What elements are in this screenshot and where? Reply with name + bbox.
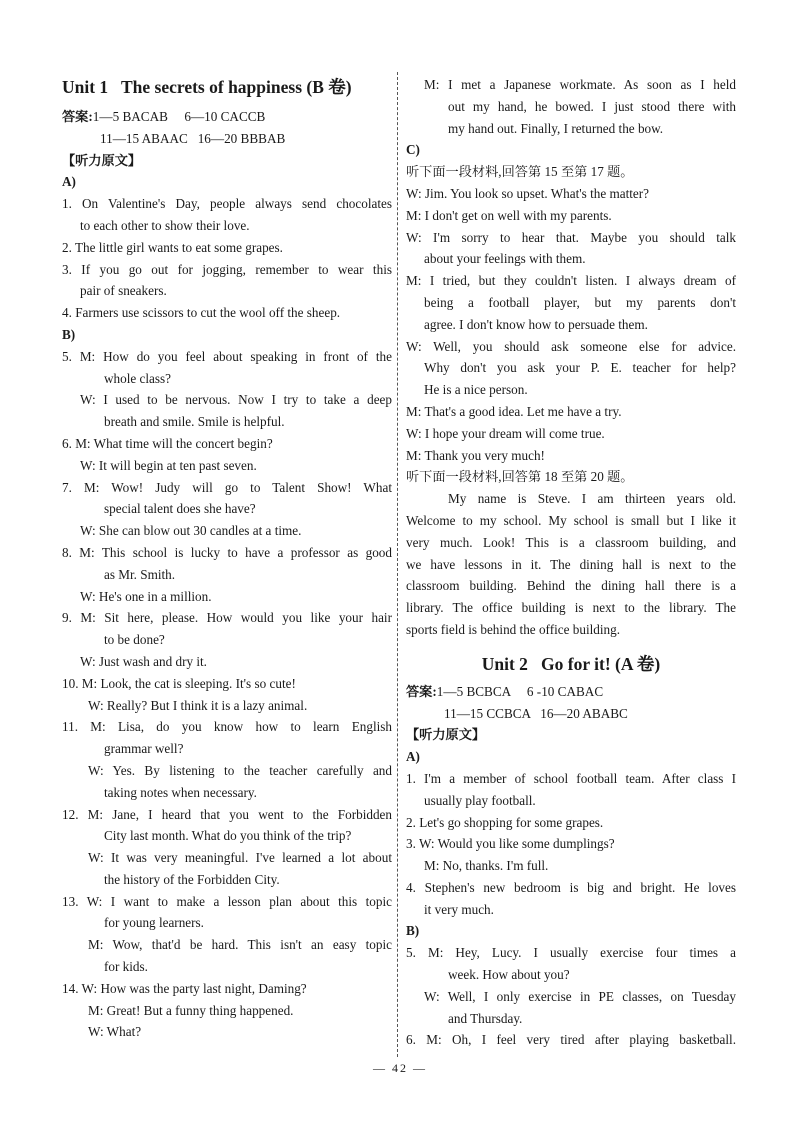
- text-line: 3. W: Would you like some dumplings?: [406, 836, 615, 852]
- text-line: M: I tried, but they couldn't listen. I always dream of: [406, 273, 736, 289]
- text-line: M: I met a Japanese workmate. As soon as I held: [424, 77, 736, 92]
- text-line: Welcome to my school. My school is small but I like it: [406, 512, 736, 528]
- text-line: agree. I don't know how to persuade them.: [424, 316, 648, 332]
- unit2-title: Unit 2 Go for it! (A 卷): [481, 653, 661, 674]
- text-line: 8. M: This school is lucky to have a professor as good: [62, 544, 392, 560]
- column-divider: [397, 72, 398, 1057]
- text-line: the history of the Forbidden City.: [104, 871, 280, 887]
- text-line: M: Thank you very much!: [406, 447, 545, 463]
- listening-header: 【听力原文】: [62, 152, 142, 168]
- text-line: 1. On Valentine's Day, people always send chocolates: [62, 196, 392, 212]
- text-line: and Thursday.: [448, 1010, 523, 1026]
- text-line: breath and smile. Smile is helpful.: [104, 414, 285, 430]
- text-line: 13. W: I want to make a lesson plan about this topic: [62, 893, 392, 909]
- text-line: My name is Steve. I am thirteen years old.: [448, 491, 736, 507]
- text-line: M: That's a good idea. Let me have a try.: [406, 403, 622, 419]
- text-line: special talent does she have?: [104, 501, 256, 517]
- text-line: 6. M: Oh, I feel very tired after playing basketball.: [406, 1032, 736, 1048]
- text-line: 3. If you go out for jogging, remember to wear this: [62, 261, 392, 277]
- text-line: classroom building. Behind the dining hall there is a: [406, 578, 736, 594]
- text-line: W: She can blow out 30 candles at a time.: [80, 523, 302, 539]
- text-line: W: Jim. You look so upset. What's the matter?: [406, 185, 650, 201]
- unit1-answers-row1: [62, 106, 392, 128]
- text-line: W: I'm sorry to hear that. Maybe you should talk: [406, 229, 736, 245]
- text-line: He is a nice person.: [424, 382, 528, 398]
- text-line: pair of sneakers.: [80, 283, 167, 299]
- text-line: being a football player, but my parents don't: [424, 294, 736, 310]
- text-line: W: Just wash and dry it.: [80, 653, 207, 669]
- text-line: 2. Let's go shopping for some grapes.: [406, 814, 604, 830]
- unit2-transcript: [406, 746, 736, 1051]
- text-line: W: Well, I only exercise in PE classes, on Tuesday: [424, 988, 736, 1004]
- unit1-answers-row2: 11—15 ABAAC 16—20 BBBAB: [100, 130, 286, 146]
- text-line: 7. M: Wow! Judy will go to Talent Show! What: [62, 479, 392, 495]
- page-number: — 42 —: [373, 1061, 427, 1075]
- text-line: usually play football.: [424, 792, 536, 808]
- text-line: 4. Farmers use scissors to cut the wool off the sheep.: [62, 305, 341, 321]
- text-line: sports field is behind the office building.: [406, 621, 621, 637]
- text-line: M: I don't get on well with my parents.: [406, 207, 612, 223]
- text-line: taking notes when necessary.: [104, 784, 257, 800]
- text-line: Why don't you ask your P. E. teacher for help?: [424, 360, 736, 376]
- text-line: City last month. What do you think of the trip?: [104, 828, 352, 844]
- text-line: W: Well, you should ask someone else for advice.: [406, 338, 736, 354]
- text-line: as Mr. Smith.: [104, 566, 176, 582]
- text-line: W: What?: [88, 1024, 142, 1040]
- text-line: M: Wow, that'd be hard. This isn't an easy topic: [88, 937, 392, 953]
- text-line: 5. M: How do you feel about speaking in front of the: [62, 348, 392, 364]
- text-line: W: Really? But I think it is a lazy animal.: [88, 697, 308, 713]
- text-line: M: Great! But a funny thing happened.: [88, 1002, 294, 1018]
- text-line: to be done?: [104, 632, 165, 648]
- text-line: about your feelings with them.: [424, 251, 586, 267]
- text-line: 听下面一段材料,回答第 18 至第 20 题。: [406, 469, 634, 485]
- text-line: 2. The little girl wants to eat some grapes.: [62, 239, 283, 255]
- text-line: W: I hope your dream will come true.: [406, 425, 605, 441]
- text-line: 6. M: What time will the concert begin?: [62, 435, 273, 451]
- text-line: out my hand, he bowed. I just stood there with: [448, 98, 736, 114]
- listening-header: 【听力原文】: [406, 727, 486, 743]
- text-line: for kids.: [104, 959, 148, 975]
- unit1-title: Unit 1 The secrets of happiness (B 卷): [62, 77, 352, 97]
- text-line: A): [62, 174, 76, 190]
- text-line: W: Yes. By listening to the teacher carefully and: [88, 762, 392, 778]
- text-line: W: It was very meaningful. I've learned a lot about: [88, 850, 392, 866]
- text-line: grammar well?: [104, 741, 184, 757]
- answers-text: 1—5 BCBCA 6 -10 CABAC: [436, 683, 604, 699]
- unit2-answers-row2: 11—15 CCBCA 16—20 ABABC: [444, 705, 628, 721]
- answers-label: 答案:: [62, 109, 93, 124]
- text-line: 4. Stephen's new bedroom is big and bright. He loves: [406, 879, 736, 895]
- text-line: W: I used to be nervous. Now I try to take a deep: [80, 392, 392, 408]
- text-line: whole class?: [104, 370, 172, 386]
- text-line: week. How about you?: [448, 967, 570, 983]
- text-line: 14. W: How was the party last night, Daming?: [62, 980, 307, 996]
- text-line: very much. Look! This is a classroom building, and: [406, 534, 736, 550]
- unit2-answers-row1: [406, 681, 736, 703]
- unit1-transcript: [62, 171, 392, 1043]
- text-line: 5. M: Hey, Lucy. I usually exercise four times a: [406, 945, 736, 961]
- answers-text: 1—5 BACAB 6—10 CACCB: [92, 109, 266, 124]
- text-line: 听下面一段材料,回答第 15 至第 17 题。: [406, 164, 634, 180]
- text-line: W: He's one in a million.: [80, 588, 212, 604]
- text-line: 9. M: Sit here, please. How would you like your hair: [62, 610, 392, 626]
- text-line: it very much.: [424, 901, 494, 917]
- text-line: 11. M: Lisa, do you know how to learn English: [62, 719, 392, 735]
- right-column: [406, 74, 736, 1051]
- text-line: to each other to show their love.: [80, 217, 250, 233]
- unit1-transcript-continued: [406, 74, 736, 641]
- text-line: library. The office building is next to the library. The: [406, 600, 736, 616]
- text-line: C): [406, 142, 420, 158]
- text-line: B): [406, 923, 420, 939]
- text-line: we have lessons in it. The dining hall is next to the: [406, 556, 736, 572]
- text-line: for young learners.: [104, 915, 204, 931]
- text-line: M: No, thanks. I'm full.: [424, 858, 549, 874]
- text-line: W: It will begin at ten past seven.: [80, 457, 257, 473]
- text-line: 1. I'm a member of school football team. After class I: [406, 770, 736, 786]
- answers-label: 答案:: [406, 683, 437, 699]
- text-line: B): [62, 326, 76, 342]
- text-line: 10. M: Look, the cat is sleeping. It's so cute!: [62, 675, 296, 691]
- text-line: A): [406, 749, 420, 765]
- left-column: [62, 74, 392, 1043]
- text-line: 12. M: Jane, I heard that you went to the Forbidden: [62, 806, 392, 822]
- text-line: my hand out. Finally, I returned the bow.: [448, 120, 664, 136]
